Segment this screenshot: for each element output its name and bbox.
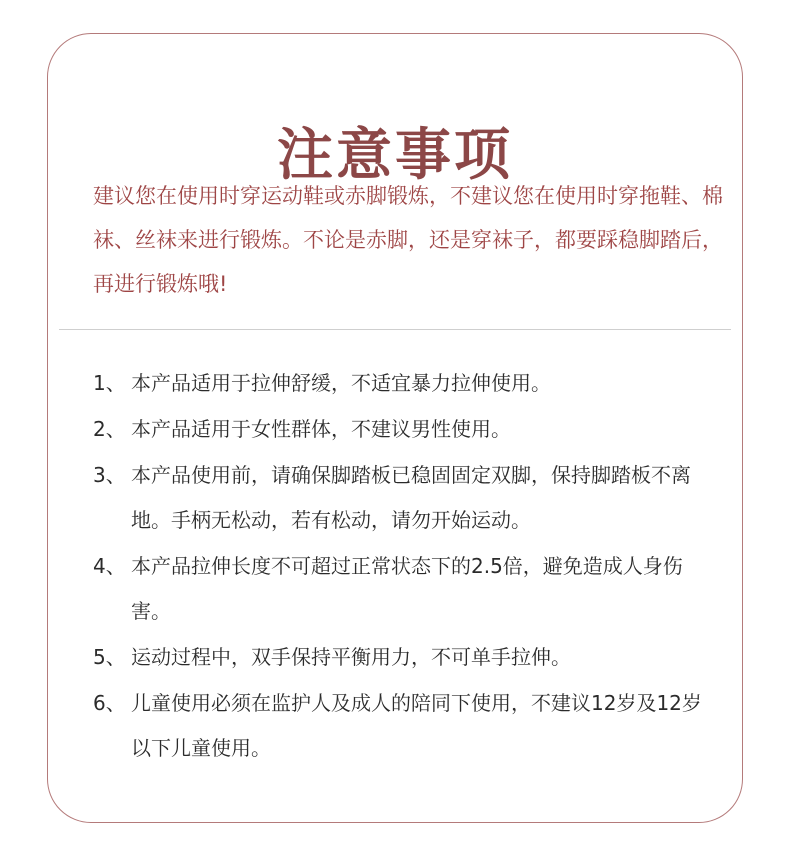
list-item [93,544,733,634]
list-item-text: 本产品使用前，请确保脚踏板已稳固固定双脚，保持脚踏板不离地。手柄无松动，若有松动，请勿开始运动。 [131,463,691,532]
page-title: 注意事项 [277,122,513,188]
list-item-number: 6、 [93,691,126,715]
list-item-number: 2、 [93,417,126,441]
list-item-text: 本产品适用于女性群体，不建议男性使用。 [131,417,511,441]
list-item [93,407,733,452]
list-item [93,681,733,771]
divider [59,329,731,330]
intro-text: 建议您在使用时穿运动鞋或赤脚锻炼，不建议您在使用时穿拖鞋、棉袜、丝袜来进行锻炼。不论是赤脚，还是穿袜子，都要踩稳脚踏后，再进行锻炼哦! [93,184,723,296]
list-item-text: 本产品适用于拉伸舒缓，不适宜暴力拉伸使用。 [131,371,551,395]
list-item-number: 4、 [93,554,126,578]
list-item [93,635,733,680]
list-item-number: 1、 [93,371,126,395]
list-item-text: 本产品拉伸长度不可超过正常状态下的2.5倍，避免造成人身伤害。 [131,554,683,623]
list-item-text: 儿童使用必须在监护人及成人的陪同下使用，不建议12岁及12岁以下儿童使用。 [131,691,702,760]
list-item [93,361,733,406]
list-item-number: 5、 [93,645,126,669]
list-item-number: 3、 [93,463,126,487]
list-item [93,453,733,543]
list-item-text: 运动过程中，双手保持平衡用力，不可单手拉伸。 [131,645,571,669]
notes-list [93,361,733,772]
